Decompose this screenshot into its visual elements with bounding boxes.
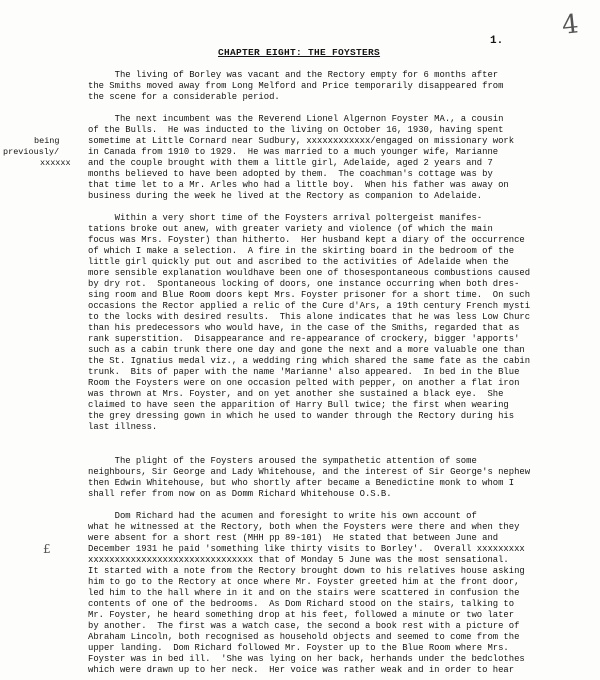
text-line: Within a very short time of the Foysters arrival poltergeist manifes- bbox=[88, 213, 483, 223]
text-line: upper landing. Dom Richard followed Mr. Foyster up to the Blue Room where Mrs. bbox=[88, 643, 509, 653]
text-line: It started with a note from the Rectory brought down to his relatives house asking bbox=[88, 566, 525, 576]
text-line: which were drawn up to her neck. Her voice was rather weak and in order to hear bbox=[88, 665, 515, 675]
text-line: what he witnessed at the Rectory, both when the Foysters were there and when they bbox=[88, 522, 520, 532]
text-line: in Canada from 1910 to 1929. He was married to a much younger wife, Marianne bbox=[88, 147, 499, 157]
chapter-title: CHAPTER EIGHT: THE FOYSTERS bbox=[218, 47, 381, 58]
text-line: sometime at Little Cornard near Sudbury, xxxxxxxxxxxx/engaged on missionary work bbox=[88, 136, 515, 146]
text-line: him to go to the Rectory at once where Mr. Foyster greeted him at the front door, bbox=[88, 577, 520, 587]
text-line: the St. Ignatius medal viz., a wedding ring which shared the same fate as the cabin bbox=[88, 356, 531, 366]
text-line: that time let to a Mr. Arles who had a little boy. When his father was away on bbox=[88, 180, 509, 190]
text-line: than his predecessors who would have, in the case of the Smiths, regarded that as bbox=[88, 323, 520, 333]
text-line: The living of Borley was vacant and the Rectory empty for 6 months after bbox=[88, 70, 499, 80]
margin-note-struck: xxxxxx bbox=[40, 158, 71, 168]
margin-note-being: being bbox=[34, 136, 60, 146]
text-line: Room the Foysters were on one occasion pelted with pepper, on another a flat iron bbox=[88, 378, 520, 388]
text-line: claimed to have seen the apparition of Harry Bull twice; the first when wearing bbox=[88, 400, 509, 410]
text-line: was thrown at Mrs. Foyster, and on yet another she sustained a black eye. She bbox=[88, 389, 504, 399]
text-line: The next incumbent was the Reverend Lionel Algernon Foyster MA., a cousin bbox=[88, 114, 504, 124]
text-line: The plight of the Foysters aroused the sympathetic attention of some bbox=[88, 456, 477, 466]
text-line: occasions the Rector applied a relic of the Cure d'Ars, a 19th century French mysti bbox=[88, 301, 531, 311]
text-line: trunk. Bits of paper with the name 'Marianne' also appeared. In bed in the Blue bbox=[88, 367, 520, 377]
text-line: of which I make a selection. A fire in the skirting board in the bedroom of the bbox=[88, 246, 515, 256]
page-number: 1. bbox=[490, 35, 504, 47]
text-line: the Smiths moved away from Long Melford and Price temporarily disappeared from bbox=[88, 81, 504, 91]
text-line: tations broke out anew, with greater variety and violence (of which the main bbox=[88, 224, 493, 234]
text-line: last illness. bbox=[88, 422, 158, 432]
text-line: by dry rot. Spontaneous locking of doors, one instance occurring when both dres- bbox=[88, 279, 520, 289]
text-line: by another. The first was a watch case, the second a book rest with a picture of bbox=[88, 621, 520, 631]
text-line: of the Bulls. He was inducted to the living on October 16, 1930, having spent bbox=[88, 125, 504, 135]
text-line: focus was Mrs. Foyster) than hitherto. Her husband kept a diary of the occurrence bbox=[88, 235, 525, 245]
text-line: and the couple brought with them a little girl, Adelaide, aged 2 years and 7 bbox=[88, 158, 493, 168]
text-line: Dom Richard had the acumen and foresight to write his own account of bbox=[88, 511, 477, 521]
handwritten-margin-mark: £ bbox=[43, 542, 51, 556]
text-line: little girl quickly put out and ascribed to the activities of Adelaide when the bbox=[88, 257, 509, 267]
text-line: Mr. Foyster, he heard something drop at his feet, followed a minute or two later bbox=[88, 610, 515, 620]
text-line: December 1931 he paid 'something like thirty visits to Borley'. Overall xxxxxxxxx bbox=[88, 544, 525, 554]
text-line: xxxxxxxxxxxxxxxxxxxxxxxxxxxxxxx that of Monday 5 June was the most sensational. bbox=[88, 555, 509, 565]
text-line: business during the week he lived at the Rectory as companion to Adelaide. bbox=[88, 191, 483, 201]
text-line: contents of one of the bedrooms. As Dom Richard stood on the stairs, talking to bbox=[88, 599, 515, 609]
text-line: Abraham Lincoln, both recognised as household objects and seemed to come from the bbox=[88, 632, 520, 642]
text-line: to the locks with desired results. This alone indicates that he was less Low Churc bbox=[88, 312, 531, 322]
text-line: the grey dressing gown in which he used to wander through the Rectory during his bbox=[88, 411, 515, 421]
text-line: months believed to have been adopted by them. The coachman's cottage was by bbox=[88, 169, 493, 179]
text-line: rank superstition. Disappearance and re-appearance of crockery, bigger 'apports' bbox=[88, 334, 520, 344]
text-line: led him to the hall where in it and on the stairs were scattered in confusion the bbox=[88, 588, 520, 598]
text-line: Foyster was in bed ill. 'She was lying on her back, herhands under the bedclothes bbox=[88, 654, 525, 664]
text-line: more sensible explanation wouldhave been one of thosespontaneous combustions caused bbox=[88, 268, 531, 278]
text-line: such as a cabin trunk there one day and gone the next and a more valuable one than bbox=[88, 345, 525, 355]
text-line: sing room and Blue Room doors kept Mrs. Foyster prisoner for a short time. On such bbox=[88, 290, 531, 300]
text-line: neighbours, Sir George and Lady Whitehouse, and the interest of Sir George's nephew bbox=[88, 467, 531, 477]
text-line: were absent for a short rest (MHH pp 89-101) He stated that between June and bbox=[88, 533, 499, 543]
margin-note-previously: previously/ bbox=[3, 147, 60, 157]
text-line: shall refer from now on as Domm Richard Whitehouse O.S.B. bbox=[88, 489, 392, 499]
text-line: then Edwin Whitehouse, but who shortly after became a Benedictine monk to whom I bbox=[88, 478, 515, 488]
handwritten-page-mark: 4 bbox=[560, 9, 581, 41]
text-line: the scene for a considerable period. bbox=[88, 92, 280, 102]
